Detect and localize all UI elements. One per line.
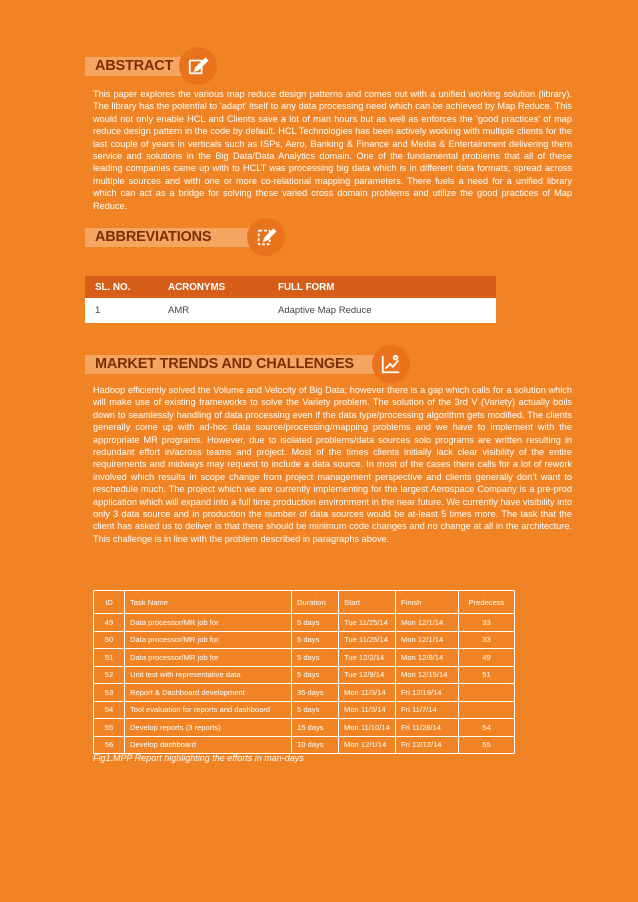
col-start: Start [339,591,396,614]
finish-cell: Fri 11/7/14 [396,701,459,719]
finish-cell: Mon 12/1/14 [396,631,459,649]
abbreviations-title: ABBREVIATIONS [85,228,251,247]
table-row [94,666,515,684]
predecessor-cell: 51 [459,666,515,684]
abbreviations-heading [85,218,285,256]
table-row [94,684,515,702]
id-cell: 51 [94,649,125,667]
table-row [94,701,515,719]
id-cell: 52 [94,666,125,684]
task-table [93,590,515,754]
abstract-title: ABSTRACT [85,57,183,76]
duration-cell: 5 days [292,666,339,684]
finish-cell: Fri 12/12/14 [396,736,459,754]
abbreviations-table [85,276,496,323]
duration-cell: 15 days [292,719,339,737]
task-name-cell: Unit test with representative data [125,666,292,684]
abbreviations-header-row [85,276,496,298]
start-cell: Tue 12/2/14 [339,649,396,667]
task-header-row [94,591,515,614]
finish-cell: Mon 12/8/14 [396,649,459,667]
col-id: ID [94,591,125,614]
task-name-cell: Develop dashboard [125,736,292,754]
id-cell: 55 [94,719,125,737]
predecessor-cell [459,684,515,702]
figure-caption: Fig1.MPP Report highlighting the efforts in man-days [93,753,304,763]
table-row [94,649,515,667]
finish-cell: Mon 12/1/14 [396,614,459,632]
start-cell: Tue 11/25/14 [339,614,396,632]
predecessor-cell: 55 [459,736,515,754]
col-full-form: FULL FORM [268,276,496,298]
table-row [85,298,496,323]
duration-cell: 5 days [292,649,339,667]
duration-cell: 10 days [292,736,339,754]
edit-document-icon [247,218,285,256]
col-acronyms: ACRONYMS [150,276,268,298]
edit-note-icon [179,47,217,85]
table-row [94,614,515,632]
acronym-cell: AMR [150,298,268,323]
start-cell: Tue 11/25/14 [339,631,396,649]
trend-chart-icon [372,345,410,383]
table-row [94,631,515,649]
predecessor-cell: 33 [459,631,515,649]
col-finish: Finish [396,591,459,614]
predecessor-cell [459,701,515,719]
col-sl-no: SL. NO. [85,276,150,298]
id-cell: 53 [94,684,125,702]
id-cell: 54 [94,701,125,719]
task-name-cell: Data processor/MR job for [125,649,292,667]
task-name-cell: Tool evaluation for reports and dashboard [125,701,292,719]
abstract-heading [85,47,217,85]
abstract-text: This paper explores the various map reduce design patterns and comes out with a unified working solution (library). The library has the potential to ‘adapt’ itself to any data processing need which can be achieved by Map Reduce. This would not only enable HCL and Clients save a lot of man hours but as well as enforces the ‘good practices’ of map reduce design pattern in the code by default. HCL Technologies has been actively working with multiple clients for the last couple of years in verticals such as ISPs, Aero, Banking & Finance and Media & Entertainment delivering them service and solutions in the Big Data/Data Analytics domain. One of the fundamental problems that all of these leading companies came up with to HCLT was processing big data which is in different data formats, spread across multiple sources and with one or more co-relational mapping parameters. There fuels a need for a unified library which can act as a bridge for solving these varied cross domain problems and utilize the good practices of Map Reduce. [93,89,572,211]
sl-no-cell: 1 [85,298,150,323]
duration-cell: 35 days [292,684,339,702]
col-task-name: Task Name [125,591,292,614]
col-predecessors: Predecess [459,591,515,614]
id-cell: 56 [94,736,125,754]
predecessor-cell: 54 [459,719,515,737]
start-cell: Mon 11/3/14 [339,701,396,719]
market-heading [85,345,410,383]
task-name-cell: Data processor/MR job for [125,614,292,632]
table-row [94,736,515,754]
duration-cell: 5 days [292,614,339,632]
start-cell: Mon 11/3/14 [339,684,396,702]
task-name-cell: Develop reports (3 reports) [125,719,292,737]
finish-cell: Fri 11/28/14 [396,719,459,737]
duration-cell: 5 days [292,631,339,649]
predecessor-cell: 33 [459,614,515,632]
duration-cell: 5 days [292,701,339,719]
market-title: MARKET TRENDS AND CHALLENGES [85,355,376,374]
finish-cell: Mon 12/15/14 [396,666,459,684]
full-form-cell: Adaptive Map Reduce [268,298,496,323]
task-name-cell: Data processor/MR job for [125,631,292,649]
col-duration: Duration [292,591,339,614]
start-cell: Mon 11/10/14 [339,719,396,737]
table-row [94,719,515,737]
predecessor-cell: 49 [459,649,515,667]
id-cell: 49 [94,614,125,632]
start-cell: Mon 12/1/14 [339,736,396,754]
task-name-cell: Report & Dashboard development [125,684,292,702]
market-text: Hadoop efficiently solved the Volume and Velocity of Big Data; however there is a gap which calls for a solution which will make use of existing frameworks to solve the Variety problem. The solution of the 3rd V (Variety) actually boils down to seamlessly handling of data processing even if the data type/processing algorithm gets modified. The clients generally come up with ad-hoc data source/processing/mapping problems and we have to implement with the appropriate MR programs. However, due to isolated problems/data sources solo programs are written resulting in redundant effort in/across teams and project. Most of the times clients initially lack clear visibility of the entire requirements and midways may request to include a data source. In most of the cases there calls for a lot of rework involved which results in scope change from project management perspective and clients generally don’t want to reschedule much. The project which we are currently implementing for the largest Aerospace Company is a pre-prod application which will expand into a full time production environment in the near future. We currently have visibility into only 3 data source and in production the number of data sources would be at-least 5 times more. The task that the client has asked us to deliver is that there should be minimum code changes and no change at all in the architecture. This challenge is in line with the problem described in paragraphs above. [93,385,572,544]
id-cell: 50 [94,631,125,649]
start-cell: Tue 12/9/14 [339,666,396,684]
finish-cell: Fri 12/19/14 [396,684,459,702]
